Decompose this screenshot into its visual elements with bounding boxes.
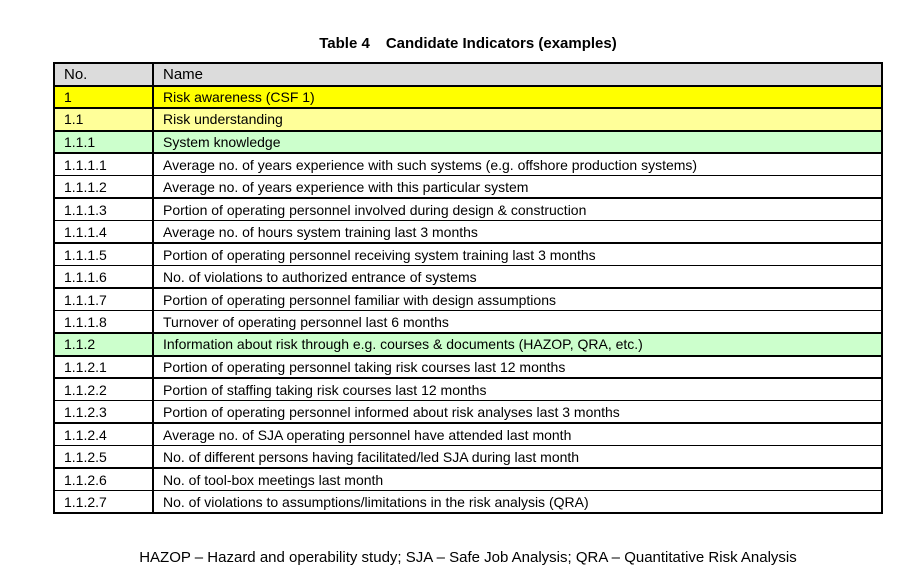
row-name-cell: Risk awareness (CSF 1) xyxy=(153,86,882,109)
row-name-cell: Average no. of SJA operating personnel have attended last month xyxy=(153,423,882,446)
row-name-cell: No. of violations to assumptions/limitations in the risk analysis (QRA) xyxy=(153,491,882,514)
row-no-cell: 1.1.2.4 xyxy=(54,423,153,446)
column-header-no: No. xyxy=(54,63,153,86)
row-no-cell: 1.1.1.5 xyxy=(54,243,153,266)
table-row xyxy=(54,243,882,266)
table-row xyxy=(54,86,882,109)
row-no-cell: 1.1.2.6 xyxy=(54,468,153,491)
table-row xyxy=(54,131,882,154)
row-name-cell: Information about risk through e.g. courses & documents (HAZOP, QRA, etc.) xyxy=(153,333,882,356)
row-no-cell: 1.1.2 xyxy=(54,333,153,356)
row-name-cell: Portion of operating personnel familiar with design assumptions xyxy=(153,288,882,311)
row-no-cell: 1.1.1.8 xyxy=(54,311,153,334)
row-name-cell: Average no. of years experience with this particular system xyxy=(153,176,882,199)
table-row xyxy=(54,378,882,401)
row-no-cell: 1.1.1.2 xyxy=(54,176,153,199)
row-name-cell: Portion of operating personnel receiving system training last 3 months xyxy=(153,243,882,266)
row-name-cell: Average no. of years experience with such systems (e.g. offshore production systems) xyxy=(153,153,882,176)
row-no-cell: 1.1.2.3 xyxy=(54,401,153,424)
abbreviations-footnote: HAZOP – Hazard and operability study; SJA – Safe Job Analysis; QRA – Quantitative Risk Analysis xyxy=(139,549,797,566)
table-row xyxy=(54,153,882,176)
table-row xyxy=(54,333,882,356)
row-name-cell: Risk understanding xyxy=(153,108,882,131)
row-no-cell: 1.1.1.4 xyxy=(54,221,153,244)
row-no-cell: 1.1.1.3 xyxy=(54,198,153,221)
row-no-cell: 1.1.1.7 xyxy=(54,288,153,311)
row-name-cell: System knowledge xyxy=(153,131,882,154)
table-row xyxy=(54,446,882,469)
row-no-cell: 1.1.1.6 xyxy=(54,266,153,289)
table-row xyxy=(54,108,882,131)
table-caption xyxy=(53,35,883,52)
table-row xyxy=(54,198,882,221)
row-no-cell: 1.1.2.1 xyxy=(54,356,153,379)
table-row xyxy=(54,266,882,289)
column-header-name: Name xyxy=(153,63,882,86)
row-name-cell: Portion of staffing taking risk courses last 12 months xyxy=(153,378,882,401)
table-row xyxy=(54,423,882,446)
row-name-cell: No. of tool-box meetings last month xyxy=(153,468,882,491)
row-no-cell: 1.1.2.5 xyxy=(54,446,153,469)
table-row xyxy=(54,401,882,424)
candidate-indicators-table xyxy=(53,62,883,514)
table-body xyxy=(54,86,882,514)
table-caption-title: Candidate Indicators (examples) xyxy=(385,35,617,52)
table-caption-label: Table 4 xyxy=(319,35,370,52)
table-row xyxy=(54,221,882,244)
header-row xyxy=(54,63,882,86)
row-name-cell: No. of violations to authorized entrance of systems xyxy=(153,266,882,289)
table-row xyxy=(54,491,882,514)
row-no-cell: 1.1.2.7 xyxy=(54,491,153,514)
row-name-cell: No. of different persons having facilitated/led SJA during last month xyxy=(153,446,882,469)
row-name-cell: Portion of operating personnel involved during design & construction xyxy=(153,198,882,221)
table-row xyxy=(54,311,882,334)
row-no-cell: 1.1.2.2 xyxy=(54,378,153,401)
row-no-cell: 1.1.1.1 xyxy=(54,153,153,176)
table-row xyxy=(54,468,882,491)
table-row xyxy=(54,288,882,311)
row-name-cell: Average no. of hours system training last 3 months xyxy=(153,221,882,244)
row-name-cell: Portion of operating personnel informed about risk analyses last 3 months xyxy=(153,401,882,424)
row-no-cell: 1.1 xyxy=(54,108,153,131)
table-row xyxy=(54,176,882,199)
table-row xyxy=(54,356,882,379)
row-name-cell: Portion of operating personnel taking risk courses last 12 months xyxy=(153,356,882,379)
row-no-cell: 1 xyxy=(54,86,153,109)
row-name-cell: Turnover of operating personnel last 6 months xyxy=(153,311,882,334)
row-no-cell: 1.1.1 xyxy=(54,131,153,154)
